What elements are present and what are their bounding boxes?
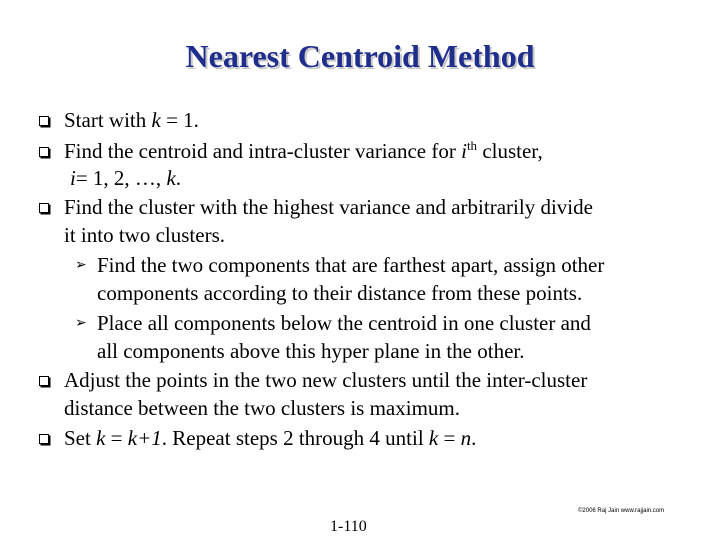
square-bullet-icon <box>39 203 49 213</box>
arrow-bullet-icon: ➢ <box>75 257 87 273</box>
slide-title: Nearest Centroid Method <box>185 38 535 74</box>
equals: = <box>438 426 461 450</box>
bullet-item-4: Adjust the points in the two new clusters until the inter-cluster <box>64 368 588 392</box>
copyright-notice: ©2006 Raj Jain www.rajjain.com <box>578 508 665 514</box>
square-bullet-icon <box>39 147 49 157</box>
bullet-item-2 <box>64 138 543 164</box>
var-k-plus-1: k+1 <box>127 426 162 450</box>
bullet-item-4-continued: distance between the two clusters is maximum. <box>64 396 460 420</box>
arrow-bullet-icon: ➢ <box>75 315 87 331</box>
var-i: i <box>70 166 76 190</box>
square-bullet-icon <box>39 116 49 126</box>
bullet-5-period: . <box>471 426 477 450</box>
sub-bullet-2-continued: all components above this hyper plane in the other. <box>97 339 525 363</box>
bullet-2-range: = 1, 2, …, <box>75 166 167 190</box>
bullet-item-3-continued: it into two clusters. <box>64 223 225 247</box>
bullet-item-2-continued <box>70 165 181 191</box>
equals: = <box>105 426 128 450</box>
bullet-2-text-end: cluster, <box>477 139 543 163</box>
var-k: k <box>151 108 161 132</box>
var-k: k <box>96 426 106 450</box>
bullet-1-text-end: = 1. <box>160 108 199 132</box>
var-n: n <box>460 426 472 450</box>
square-bullet-icon <box>39 434 49 444</box>
sub-bullet-1: Find the two components that are farthest apart, assign other <box>97 253 605 277</box>
square-bullet-icon <box>39 376 49 386</box>
sub-bullet-1-continued: components according to their distance from these points. <box>97 281 583 305</box>
sub-bullet-2: Place all components below the centroid in one cluster and <box>97 311 591 335</box>
var-k: k <box>166 166 176 190</box>
bullet-item-1 <box>64 107 199 133</box>
var-k: k <box>428 426 439 450</box>
bullet-2-period: . <box>175 166 182 190</box>
bullet-5-text: Set <box>64 426 97 450</box>
bullet-5-text-mid: . Repeat steps 2 through 4 until <box>161 426 429 450</box>
bullet-1-text: Start with <box>64 108 152 132</box>
page-number: 1-110 <box>330 518 367 535</box>
superscript-th: th <box>466 138 478 153</box>
bullet-item-3: Find the cluster with the highest variance and arbitrarily divide <box>64 195 593 219</box>
bullet-item-5 <box>64 425 476 451</box>
var-i: i <box>461 139 467 163</box>
bullet-2-text: Find the centroid and intra-cluster variance for <box>64 139 462 163</box>
